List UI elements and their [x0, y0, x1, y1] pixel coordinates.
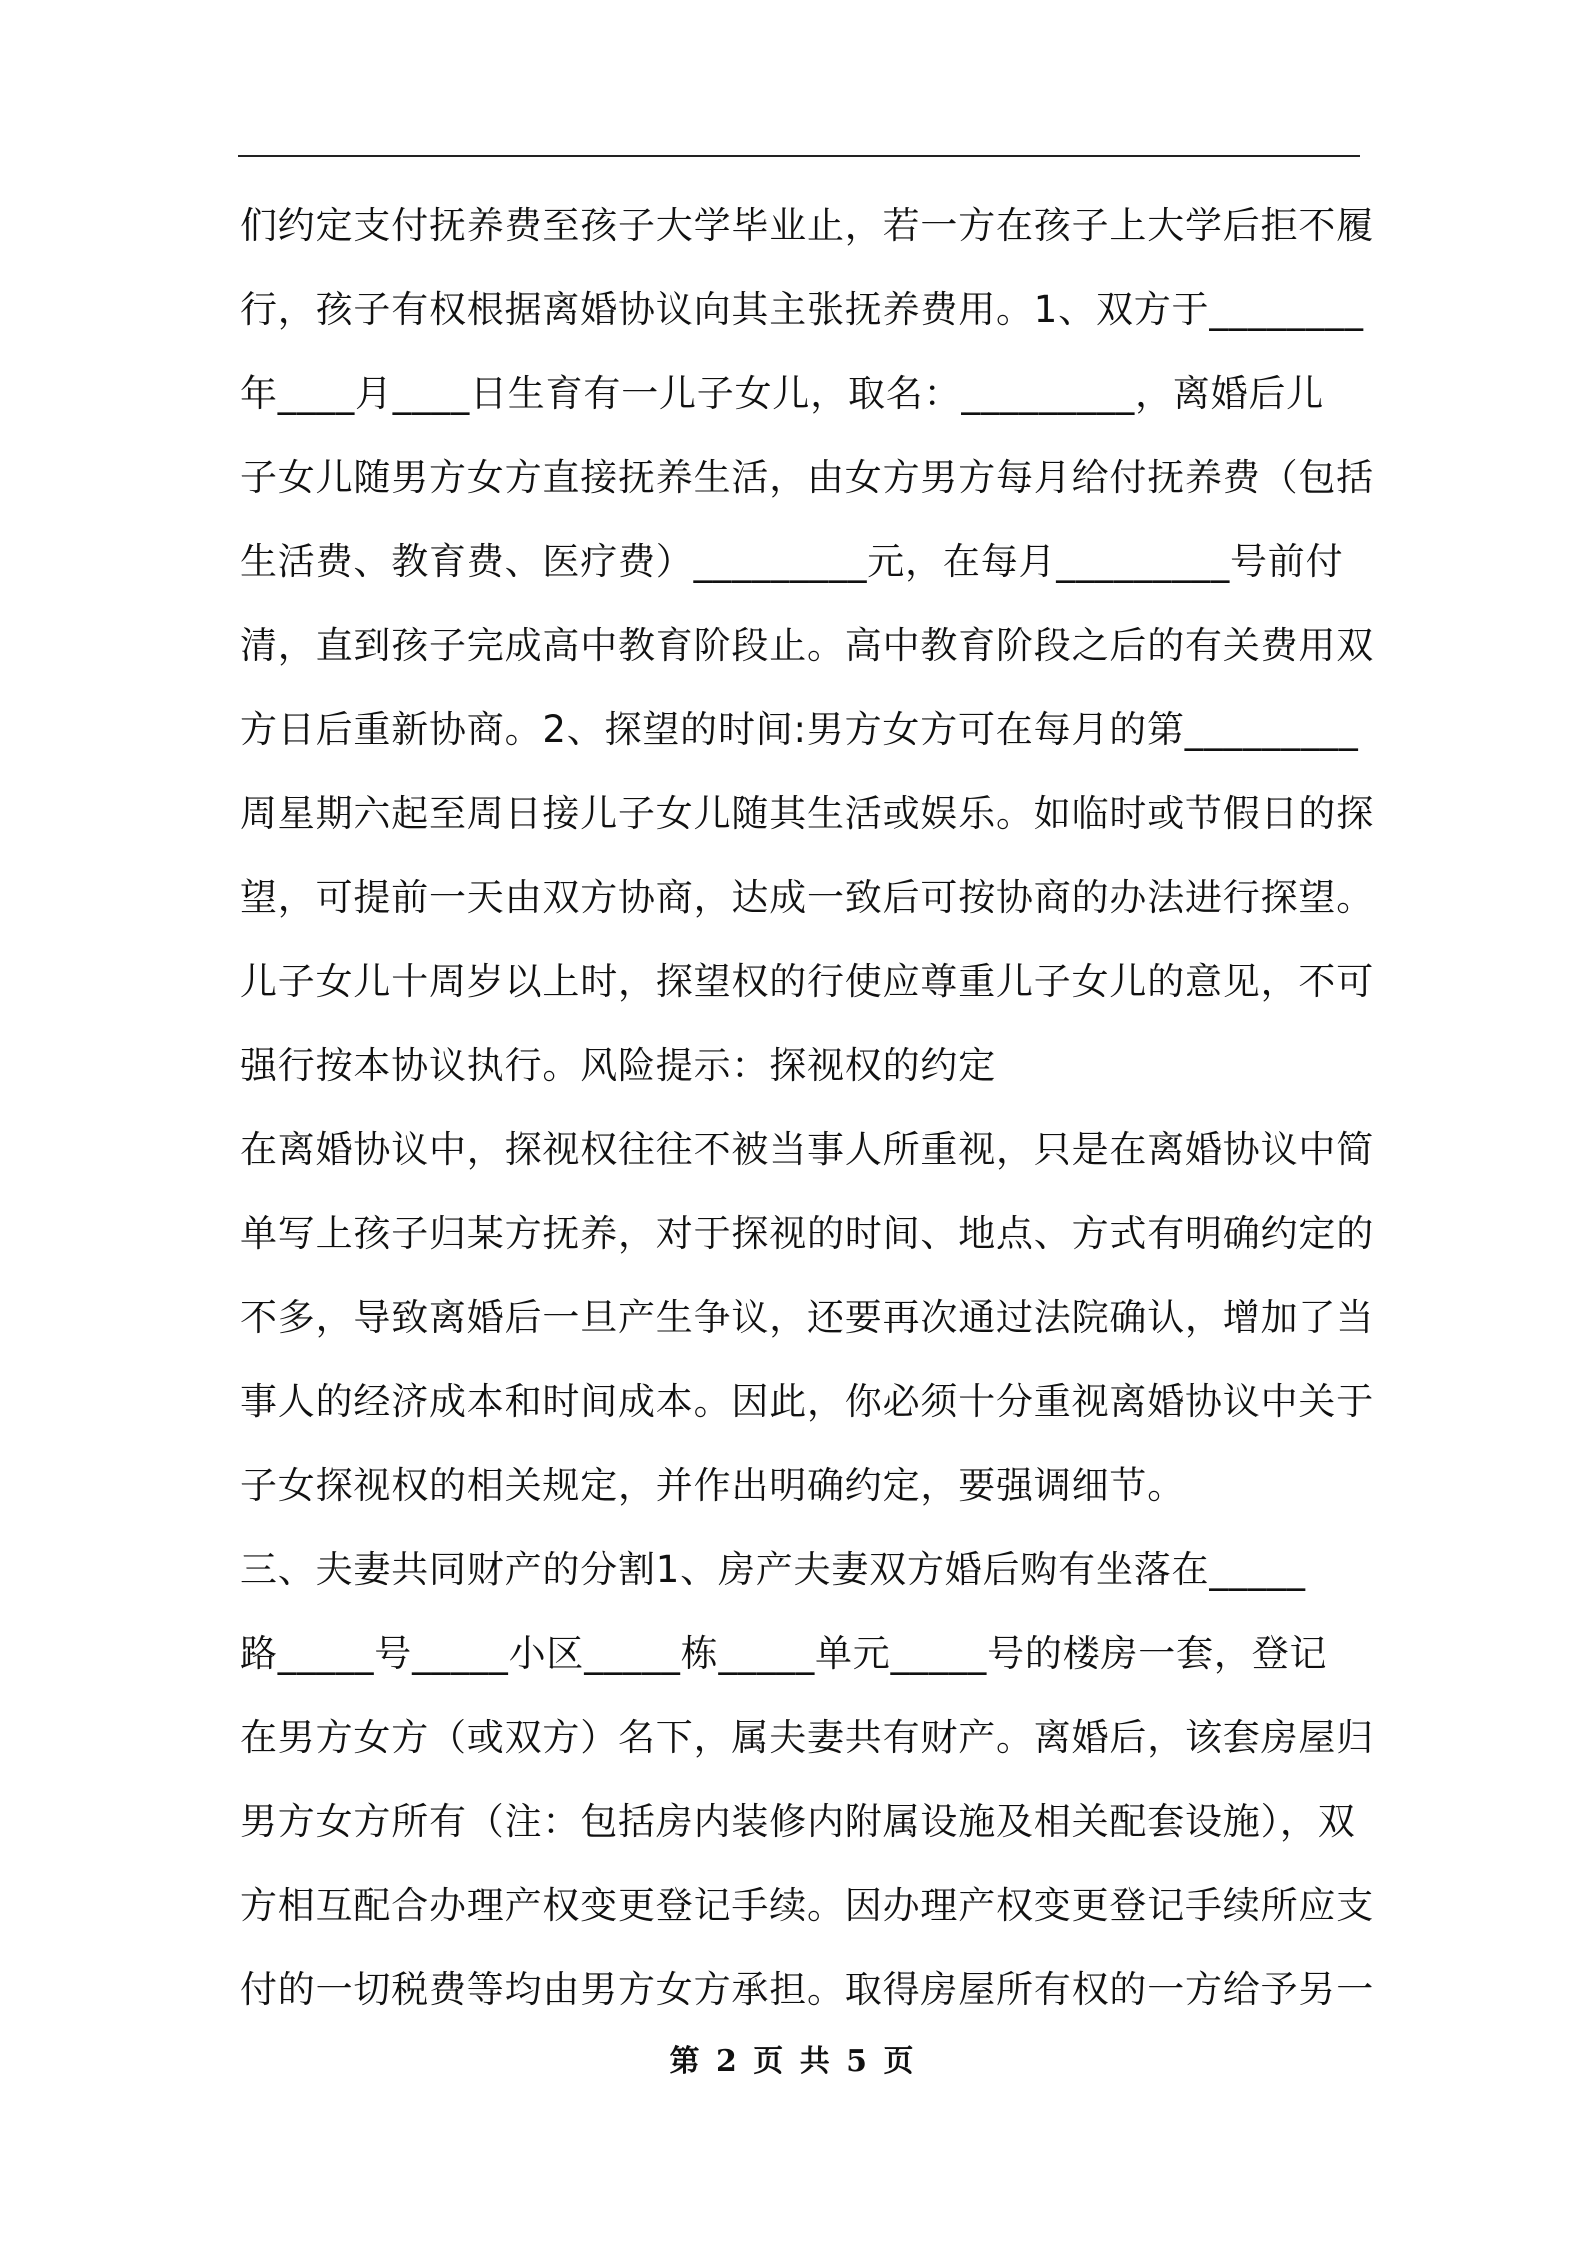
text-line: 付的一切税费等均由男方女方承担。取得房屋所有权的一方给予另一	[240, 1968, 1374, 2011]
text-line: 方日后重新协商。2、探望的时间:男方女方可在每月的第_________	[240, 708, 1359, 751]
text-line: 子女探视权的相关规定，并作出明确约定，要强调细节。	[240, 1464, 1185, 1507]
text-line: 望，可提前一天由双方协商，达成一致后可按协商的办法进行探望。	[240, 876, 1374, 919]
text-line: 在离婚协议中，探视权往往不被当事人所重视，只是在离婚协议中简	[240, 1128, 1374, 1171]
text-line: 三、夫妻共同财产的分割1、房产夫妻双方婚后购有坐落在_____	[240, 1548, 1306, 1591]
document-body	[240, 184, 1374, 2032]
text-line: 男方女方所有（注：包括房内装修内附属设施及相关配套设施），双	[240, 1800, 1356, 1843]
text-line: 子女儿随男方女方直接抚养生活，由女方男方每月给付抚养费（包括	[240, 456, 1374, 499]
text-line: 行，孩子有权根据离婚协议向其主张抚养费用。1、双方于________	[240, 288, 1364, 331]
text-line: 周星期六起至周日接儿子女儿随其生活或娱乐。如临时或节假日的探	[240, 792, 1374, 835]
text-line: 儿子女儿十周岁以上时，探望权的行使应尊重儿子女儿的意见，不可	[240, 960, 1374, 1003]
text-line: 路_____号_____小区_____栋_____单元_____号的楼房一套，登记	[240, 1632, 1328, 1675]
text-line: 强行按本协议执行。风险提示：探视权的约定	[240, 1044, 996, 1087]
text-line: 不多，导致离婚后一旦产生争议，还要再次通过法院确认，增加了当	[240, 1296, 1374, 1339]
text-line: 在男方女方（或双方）名下，属夫妻共有财产。离婚后，该套房屋归	[240, 1716, 1374, 1759]
header-rule	[238, 155, 1360, 157]
text-line: 年____月____日生育有一儿子女儿，取名：_________，离婚后儿	[240, 372, 1325, 415]
text-line: 们约定支付抚养费至孩子大学毕业止，若一方在孩子上大学后拒不履	[240, 204, 1374, 247]
page-number: 第 2 页 共 5 页	[669, 2044, 917, 2079]
text-line: 生活费、教育费、医疗费）_________元，在每月_________号前付	[240, 540, 1344, 583]
text-line: 清，直到孩子完成高中教育阶段止。高中教育阶段之后的有关费用双	[240, 624, 1374, 667]
text-line: 方相互配合办理产权变更登记手续。因办理产权变更登记手续所应支	[240, 1884, 1374, 1927]
text-line: 事人的经济成本和时间成本。因此，你必须十分重视离婚协议中关于	[240, 1380, 1374, 1423]
text-line: 单写上孩子归某方抚养，对于探视的时间、地点、方式有明确约定的	[240, 1212, 1374, 1255]
